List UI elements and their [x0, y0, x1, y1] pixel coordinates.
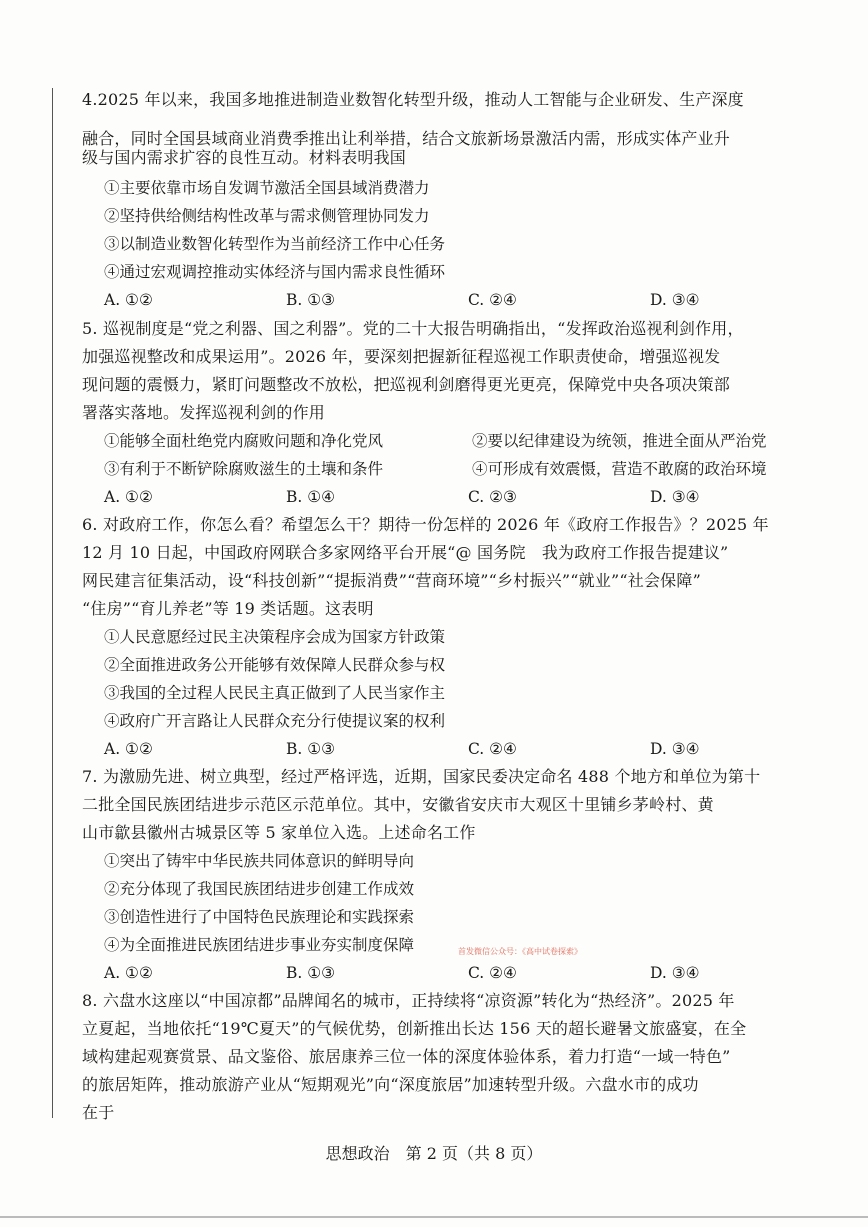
- question-text-line: 级与国内需求扩容的良性互动。材料表明我国: [82, 148, 407, 167]
- answer-choices: [104, 962, 832, 984]
- answer-choice-c[interactable]: C. ②④: [468, 964, 517, 982]
- bottom-divider: [0, 1216, 868, 1218]
- answer-choice-a[interactable]: A. ①②: [104, 488, 153, 506]
- question-text-line: 域构建起观赛赏景、品文鉴俗、旅居康养三位一体的深度体验体系，着力打造“一域一特色”: [82, 1047, 731, 1066]
- option-statement: ④可形成有效震慑，营造不敢腐的政治环境: [472, 460, 767, 478]
- question-text-line: 融合，同时全国县域商业消费季推出让利举措，结合文旅新场景激活内需，形成实体产业升: [82, 129, 731, 148]
- answer-choice-c[interactable]: C. ②③: [468, 488, 517, 506]
- answer-choices: [104, 738, 832, 760]
- answer-choice-d[interactable]: D. ③④: [650, 291, 700, 309]
- question-text-line: 现问题的震慑力，紧盯问题整改不放松，把巡视利剑磨得更光更亮，保障党中央各项决策部: [82, 375, 731, 394]
- answer-choice-b[interactable]: B. ①③: [286, 964, 336, 982]
- question-text-line: 5. 巡视制度是“党之利器、国之利器”。党的二十大报告明确指出，“发挥政治巡视利剑作用，: [82, 319, 744, 338]
- option-statement: ③我国的全过程人民民主真正做到了人民当家作主: [104, 684, 446, 702]
- answer-choice-a[interactable]: A. ①②: [104, 740, 153, 758]
- option-statement: ②要以纪律建设为统领，推进全面从严治党: [472, 432, 767, 450]
- question-text-line: 立夏起，当地依托“19℃夏天”的气候优势，创新推出长达 156 天的超长避暑文旅盛宴，在全: [82, 1019, 747, 1038]
- option-statement: ③创造性进行了中国特色民族理论和实践探索: [104, 908, 415, 926]
- option-statement: ②坚持供给侧结构性改革与需求侧管理协同发力: [104, 207, 430, 225]
- answer-choices: [104, 486, 832, 508]
- option-statement: ③以制造业数智化转型作为当前经济工作中心任务: [104, 235, 446, 253]
- question-text-line: 二批全国民族团结进步示范区示范单位。其中，安徽省安庆市大观区十里铺乡茅岭村、黄: [82, 795, 714, 814]
- page-footer: 思想政治 第 2 页（共 8 页）: [325, 1144, 543, 1163]
- answer-choice-c[interactable]: C. ②④: [468, 291, 517, 309]
- question-text-line: 署落实落地。发挥巡视利剑的作用: [82, 403, 326, 422]
- option-statement: ③有利于不断铲除腐败滋生的土壤和条件: [104, 460, 384, 478]
- option-statement: ④政府广开言路让人民群众充分行使提议案的权利: [104, 712, 446, 730]
- question-text-line: 山市歙县徽州古城景区等 5 家单位入选。上述命名工作: [82, 823, 476, 842]
- answer-choice-d[interactable]: D. ③④: [650, 740, 700, 758]
- question-text-line: 的旅居矩阵，推动旅游产业从“短期观光”向“深度旅居”加速转型升级。六盘水市的成功: [82, 1075, 699, 1094]
- question-text-line: 网民建言征集活动，设“科技创新”“提振消费”“营商环境”“乡村振兴”“就业”“社会保障”: [82, 571, 701, 590]
- question-text-line: 在于: [82, 1103, 115, 1122]
- answer-choices: [104, 289, 832, 311]
- answer-choice-d[interactable]: D. ③④: [650, 488, 700, 506]
- answer-choice-a[interactable]: A. ①②: [104, 964, 153, 982]
- question-text-line: 加强巡视整改和成果运用”。2026 年，要深刻把握新征程巡视工作职责使命，增强巡视发: [82, 347, 721, 366]
- question-text-line: 7. 为激励先进、树立典型，经过严格评选，近期，国家民委决定命名 488 个地方和单位为第十: [82, 767, 761, 786]
- option-statement: ④为全面推进民族团结进步事业夯实制度保障: [104, 936, 415, 954]
- option-statement: ②全面推进政务公开能够有效保障人民群众参与权: [104, 656, 446, 674]
- option-statement: ①突出了铸牢中华民族共同体意识的鲜明导向: [104, 852, 415, 870]
- answer-choice-d[interactable]: D. ③④: [650, 964, 700, 982]
- option-statement: ②充分体现了我国民族团结进步创建工作成效: [104, 880, 415, 898]
- question-text-line: 6. 对政府工作，你怎么看？希望怎么干？期待一份怎样的 2026 年《政府工作报告》？2025 年: [82, 515, 769, 534]
- question-text-line: 4.2025 年以来，我国多地推进制造业数智化转型升级，推动人工智能与企业研发、生产深度: [82, 90, 744, 109]
- option-statement: ①主要依靠市场自发调节激活全国县域消费潜力: [104, 179, 430, 197]
- question-text-line: 8. 六盘水这座以“中国凉都”品牌闻名的城市，正持续将“凉资源”转化为“热经济”。2025 年: [82, 991, 735, 1010]
- answer-choice-c[interactable]: C. ②④: [468, 740, 517, 758]
- answer-choice-b[interactable]: B. ①③: [286, 291, 336, 309]
- watermark: 首发微信公众号：《高中试卷探索》: [458, 947, 582, 956]
- option-statement: ①能够全面杜绝党内腐败问题和净化党风: [104, 432, 384, 450]
- question-text-line: 12 月 10 日起，中国政府网联合多家网络平台开展“@ 国务院 我为政府工作报告提建议”: [82, 543, 729, 562]
- option-statement: ①人民意愿经过民主决策程序会成为国家方针政策: [104, 628, 446, 646]
- answer-choice-b[interactable]: B. ①④: [286, 488, 336, 506]
- question-text-line: “住房”“育儿养老”等 19 类话题。这表明: [82, 599, 374, 618]
- option-statement: ④通过宏观调控推动实体经济与国内需求良性循环: [104, 263, 446, 281]
- answer-choice-a[interactable]: A. ①②: [104, 291, 153, 309]
- answer-choice-b[interactable]: B. ①③: [286, 740, 336, 758]
- margin-line: [52, 88, 53, 1118]
